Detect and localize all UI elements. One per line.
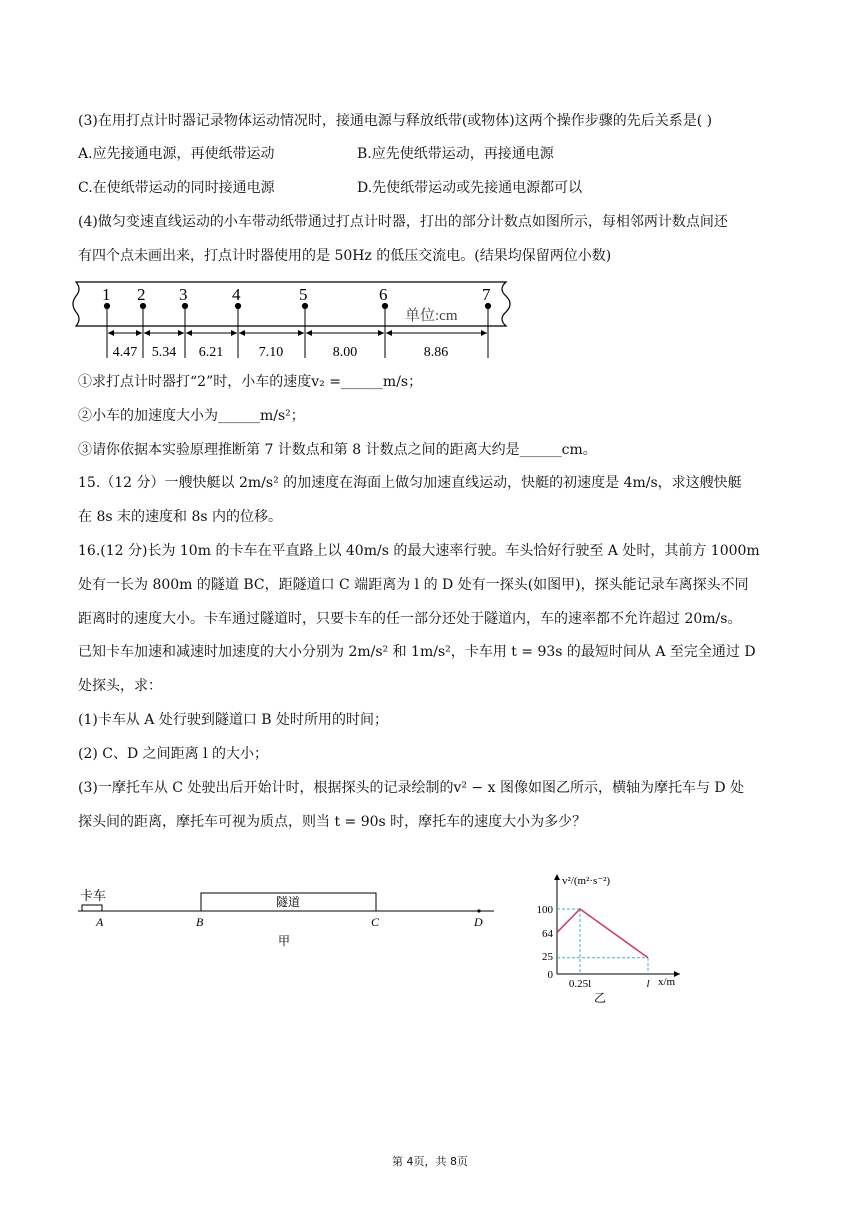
q3-option-b: B.应先使纸带运动，再接通电源 (357, 146, 554, 162)
truck-label: 卡车 (80, 888, 107, 903)
q4-sub1: ①求打点计时器打“2”时，小车的速度v₂ =______m/s； (78, 374, 423, 390)
q16-line2: 处有一长为 800m 的隧道 BC，距隧道口 C 端距离为 l 的 D 处有一探头(如图甲)，探头能记录车离探头不同 (78, 577, 749, 593)
q16-line4: 已知卡车加速和减速时加速度的大小分别为 2m/s² 和 1m/s²，卡车用 t = 93s 的最短时间从 A 至完全通过 D (78, 644, 756, 660)
figure-yi-chart (520, 866, 690, 1006)
paper-tape-figure (70, 276, 515, 360)
q16-sub3-line1: (3)一摩托车从 C 处驶出后开始计时，根据探头的记录绘制的v² − x 图像如图乙所示，横轴为摩托车与 D 处 (78, 780, 745, 796)
q3-option-d: D.先使纸带运动或先接通电源都可以 (357, 180, 583, 196)
tape-point-label: 6 (379, 285, 388, 304)
y-tick-label: 100 (536, 904, 553, 916)
tape-distance-label: 5.34 (151, 345, 177, 360)
tape-point-label: 2 (137, 285, 146, 304)
point-d-label: D (474, 915, 483, 929)
tape-distance-label: 6.21 (198, 345, 224, 360)
q4-sub3: ③请你依据本实验原理推断第 7 计数点和第 8 计数点之间的距离大约是______cm。 (78, 442, 597, 458)
x-tick-label: l (646, 978, 650, 990)
figure-yi-caption: 乙 (593, 991, 607, 1005)
tape-distance-label: 8.00 (332, 345, 358, 360)
tape-point-label: 3 (179, 285, 188, 304)
truck-rect (82, 905, 102, 911)
q16-line1: 16.(12 分)长为 10m 的卡车在平直路上以 40m/s 的最大速率行驶。车头恰好行驶至 A 处时，其前方 1000m (78, 543, 760, 559)
q4-stem-line1: (4)做匀变速直线运动的小车带动纸带通过打点计时器，打出的部分计数点如图所示，每相邻两计数点间还 (78, 214, 728, 230)
point-b-label: B (196, 915, 204, 929)
figure-jia (78, 880, 498, 955)
tape-distance-label: 4.47 (112, 345, 138, 360)
q16-line5: 处探头，求： (78, 678, 162, 694)
q3-option-c: C.在使纸带运动的同时接通电源 (78, 180, 275, 196)
tape-distance-label: 8.86 (423, 345, 449, 360)
q16-sub3-line2: 探头间的距离，摩托车可视为质点，则当 t = 90s 时，摩托车的速度大小为多少？ (78, 814, 587, 830)
tunnel-label: 隧道 (275, 895, 301, 909)
y-tick-label: 0 (547, 969, 553, 981)
tape-point-label: 5 (299, 285, 308, 304)
q16-sub1: (1)卡车从 A 处行驶到隧道口 B 处时所用的时间； (78, 712, 389, 728)
tape-point-label: 7 (482, 285, 491, 304)
q16-line3: 距离时的速度大小。卡车通过隧道时，只要卡车的任一部分还处于隧道内，车的速率都不允许超过 20m/s。 (78, 611, 742, 627)
q15-line2: 在 8s 末的速度和 8s 内的位移。 (78, 509, 282, 525)
y-tick-label: 25 (542, 951, 553, 963)
figure-jia-caption: 甲 (277, 934, 291, 948)
tape-point-label: 4 (232, 285, 241, 304)
tape-distance-label: 7.10 (258, 345, 284, 360)
tape-unit-label: 单位:cm (405, 308, 458, 324)
tape-point-label: 1 (102, 285, 111, 304)
chart-series-line (557, 909, 648, 958)
q3-stem: (3)在用打点计时器记录物体运动情况时，接通电源与释放纸带(或物体)这两个操作步骤的先后关系是( ) (78, 113, 713, 129)
y-axis-label: v²/(m²·s⁻²) (562, 875, 611, 887)
y-tick-label: 64 (542, 928, 553, 940)
x-axis-label: x/m (658, 976, 676, 988)
y-axis-arrow (554, 874, 560, 880)
page-footer: 第 4页，共 8页 (392, 1155, 468, 1168)
point-c-label: C (371, 915, 380, 929)
q16-sub2: (2) C、D 之间距离 l 的大小； (78, 746, 269, 762)
q15-line1: 15.（12 分）一艘快艇以 2m/s² 的加速度在海面上做匀加速直线运动，快艇的初速度是 4m/s，求这艘快艇 (78, 475, 742, 491)
point-a-label: A (96, 915, 104, 929)
x-tick-label: 0.25l (568, 978, 592, 990)
q3-option-a: A.应先接通电源，再使纸带运动 (78, 146, 275, 162)
q4-stem-line2: 有四个点未画出来，打点计时器使用的是 50Hz 的低压交流电。(结果均保留两位小数) (78, 248, 612, 264)
q4-sub2: ②小车的加速度大小为______m/s²； (78, 408, 305, 424)
